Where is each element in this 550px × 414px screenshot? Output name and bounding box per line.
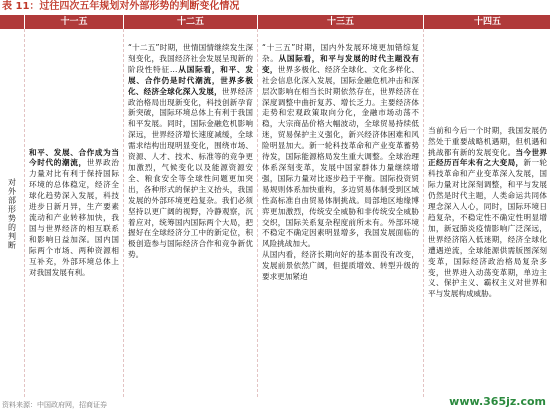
- source-note: 资料来源：中国政府网，招商证券: [2, 401, 107, 409]
- cell-13th: “十三五”时期，国内外发展环境更加错综复杂。从国际看，和平与发展的时代主题没有变，世界多极化、经济全球化、文化多样化、社会信息化深入发展，国际金融危机冲击和深层次影响在相当长时期依然存在，世界经济在深度调整中曲折复苏、增长乏力。主要经济体走势和宏观政策取向分化，金融市场动荡不稳，大宗商品价格大幅波动，全球贸易持续低迷，贸易保护主义强化，新兴经济体困难和风险明显加大。新一轮科技革命和产业变革蓄势待发，国际能源格局发生重大调整。全球治理体系深刻变革，发展中国家群体力量继续增强，国际力量对比逐步趋于平衡。国际投资贸易规则体系加快重构，多边贸易体制受到区域性高标准自由贸易体制挑战。局部地区地缘博弈更加激烈，传统安全威胁和非传统安全威胁交织，国际关系复杂程度前所未有。外部环境不稳定不确定因素明显增多，我国发展面临的风险挑战加大。 从国内看，经济长期向好的基本面没有改变，发展前景依然广阔，但提质增效、转型升级的要求更加紧迫: [262, 43, 420, 282]
- row-label: 对外部形势的判断: [7, 177, 17, 250]
- comparison-table: [0, 15, 550, 397]
- table-title: 表 11：过往四次五年规划对外部形势的判断变化情况: [2, 1, 240, 12]
- header-14th: 十四五: [423, 15, 550, 29]
- header-11th: 十一五: [24, 15, 123, 29]
- watermark: www.365jz.com: [449, 395, 546, 408]
- cell-12th: “十二五”时期，世情国情继续发生深刻变化，我国经济社会发展呈现新的阶段性特征…从国际看，和平、发展、合作仍是时代潮流，世界多极化、经济全球化深入发展，世界经济政治格局出现新变化，科技创新孕育新突破，国际环境总体上有利于我国和平发展。同时，国际金融危机影响深远，世界经济增长速度减缓，全球需求结构出现明显变化，围绕市场、资源、人才、技术、标准等的竞争更加激烈，气候变化以及能源资源安全、粮食安全等全球性问题更加突出，各种形式的保护主义抬头，我国发展的外部环境更趋复杂。我们必须坚持以更广阔的视野，冷静观察，沉着应对，统筹国内国际两个大局，把握好在全球经济分工中的新定位，积极创造参与国际经济合作和竞争新优势。: [128, 43, 254, 260]
- cell-11th: 和平、发展、合作成为当今时代的潮流，世界政治力量对比有利于保持国际环境的总体稳定，经济全球化趋势深入发展，科技进步日新月异，生产要素流动和产业转移加快，我国与世界经济的相互联系和影响日益加深。国内国际两个市场、两种资源相互补充，外部环境总体上对我国发展有利。: [29, 147, 120, 277]
- column-13th: [257, 29, 423, 397]
- header-12th: 十二五: [123, 15, 257, 29]
- header-13th: 十三五: [257, 15, 423, 29]
- column-11th: [24, 29, 123, 397]
- column-14th: [423, 29, 550, 397]
- header-blank: [0, 15, 24, 29]
- cell-14th: 当前和今后一个时期，我国发展仍然处于重要战略机遇期，但机遇和挑战都有新的发展变化。当今世界正经历百年未有之大变局，新一轮科技革命和产业变革深入发展，国际力量对比深刻调整，和平与发展仍然是时代主题，人类命运共同体理念深入人心，同时，国际环境日趋复杂，不稳定性不确定性明显增加，新冠肺炎疫情影响广泛深远，世界经济陷入低迷期，经济全球化遭遇逆流，全球能源供需版图深刻变革，国际经济政治格局复杂多变，世界进入动荡变革期，单边主义、保护主义、霸权主义对世界和平与发展构成威胁。: [428, 125, 548, 299]
- column-12th: [123, 29, 257, 397]
